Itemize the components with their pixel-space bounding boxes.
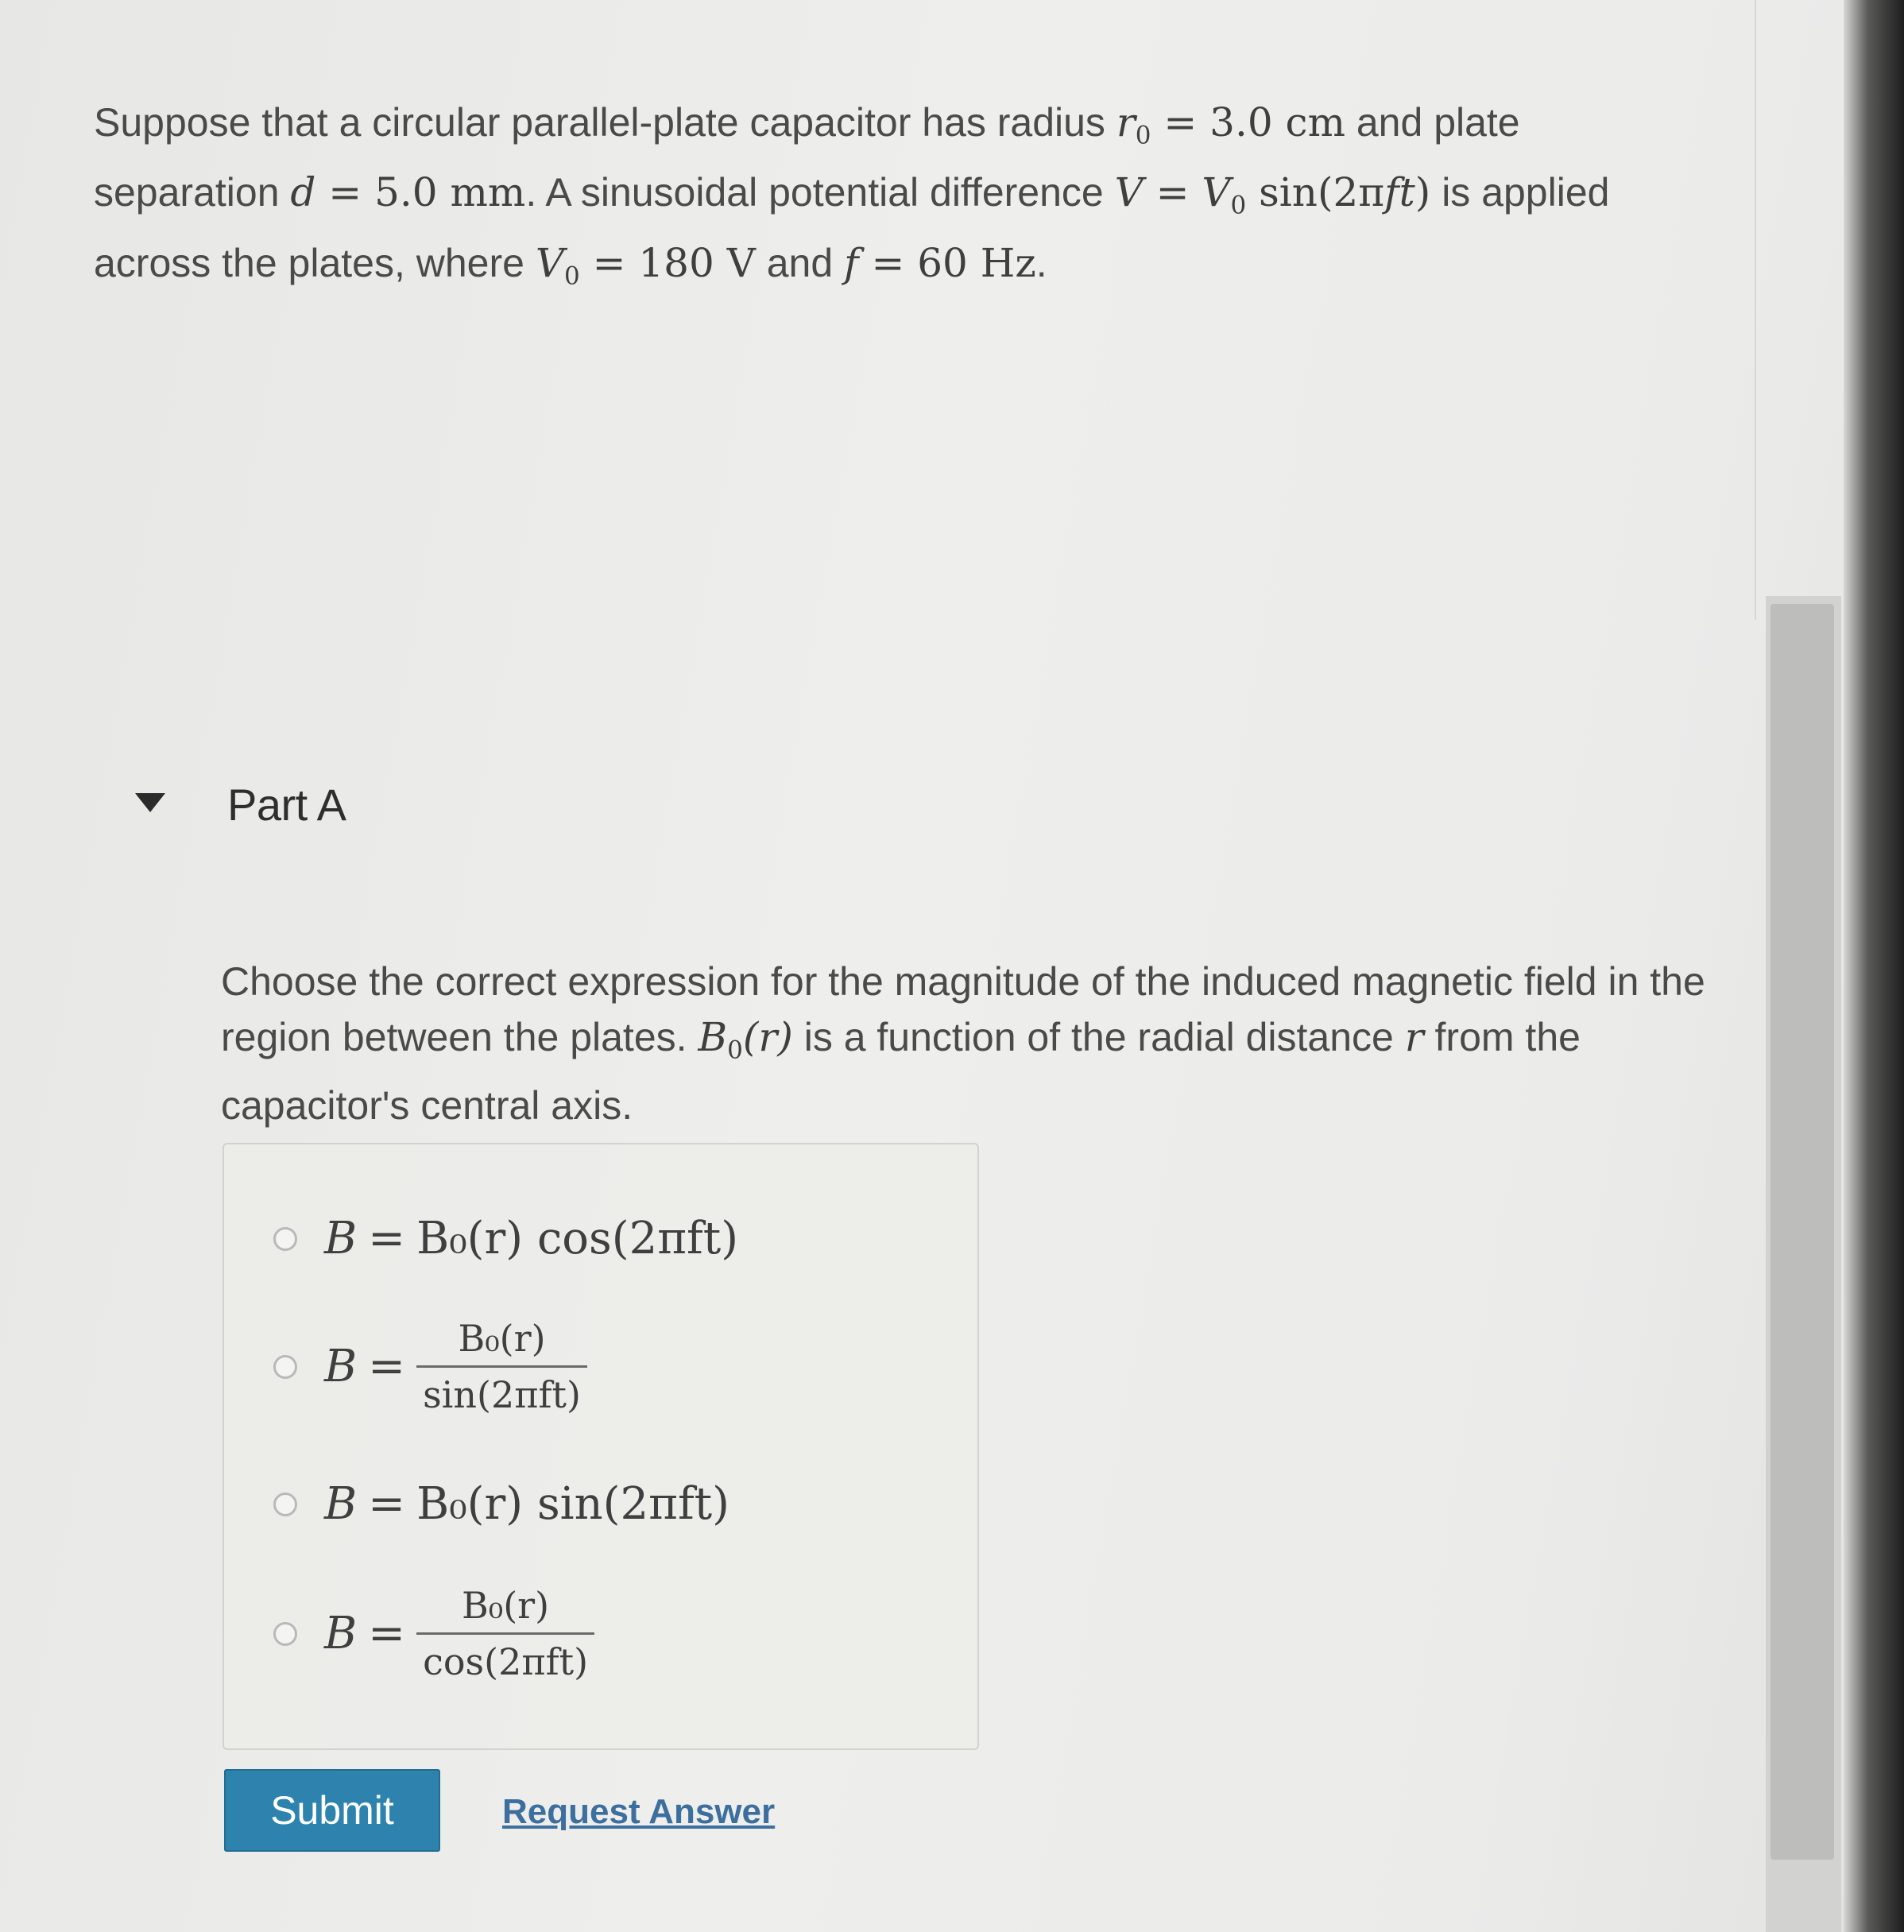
math-r: r — [1404, 1014, 1424, 1060]
problem-text: . — [1035, 240, 1047, 285]
radio-button[interactable] — [273, 1227, 297, 1251]
radio-button[interactable] — [273, 1355, 297, 1379]
choice-option-1[interactable] — [273, 1213, 738, 1264]
math-potential: $V = V_0$ sin(2πft) — [1114, 169, 1431, 220]
problem-text: is applied across the plates, where — [94, 170, 1610, 285]
choice-expression: B = $\frac{\text{B₀(r)}}{\text{cos(2πft)}}$ — [324, 1583, 594, 1684]
choice-option-2[interactable] — [273, 1316, 587, 1417]
problem-text: and plate separation — [94, 100, 1520, 215]
question-text: Choose the correct expression for the magnitude of the induced magnetic field in the region between the plates. — [221, 959, 1705, 1059]
math-amplitude: $V_0 = 180$ V — [535, 239, 756, 290]
question-prompt — [221, 954, 1739, 1133]
request-answer-link[interactable]: Request Answer — [502, 1792, 776, 1831]
fraction: $\frac{\text{B₀(r)}}{\text{cos(2πft)}}$ — [416, 1583, 594, 1684]
problem-statement — [94, 94, 1683, 304]
problem-text: . A sinusoidal potential difference — [525, 170, 1115, 215]
problem-text: Suppose that a circular parallel-plate capacitor has radius — [94, 100, 1116, 145]
math-frequency: f = 60 Hz — [844, 239, 1036, 286]
scrollbar-thumb[interactable] — [1770, 604, 1834, 1860]
math-separation: d = 5.0 mm — [290, 169, 526, 216]
submit-button[interactable]: Submit — [224, 1769, 440, 1852]
choice-expression: B = B₀(r) sin(2πft) — [324, 1478, 730, 1530]
part-title[interactable]: Part A — [227, 780, 346, 830]
radio-button[interactable] — [273, 1622, 297, 1646]
fraction: $\frac{\text{B₀(r)}}{\text{sin(2πft)}}$ — [416, 1316, 587, 1417]
radio-button[interactable] — [273, 1493, 297, 1516]
problem-text: and — [755, 240, 845, 285]
question-text: is a function of the radial distance — [792, 1015, 1405, 1059]
screen-bezel — [1844, 0, 1904, 1932]
question-text: from the capacitor's central axis. — [221, 1015, 1581, 1129]
choice-expression: B = $\frac{\text{B₀(r)}}{\text{sin(2πft)}}$ — [324, 1316, 587, 1417]
answer-choices — [223, 1143, 979, 1750]
math-b0: $B_0(r)$ — [698, 1014, 793, 1065]
choice-option-4[interactable] — [273, 1583, 594, 1684]
choice-option-3[interactable] — [273, 1478, 729, 1530]
panel-divider — [1755, 0, 1756, 620]
choice-expression: B = B₀(r) cos(2πft) — [324, 1213, 739, 1264]
collapse-triangle-icon[interactable] — [135, 793, 165, 812]
math-radius: $r_0 = 3.0$ cm — [1116, 99, 1345, 150]
